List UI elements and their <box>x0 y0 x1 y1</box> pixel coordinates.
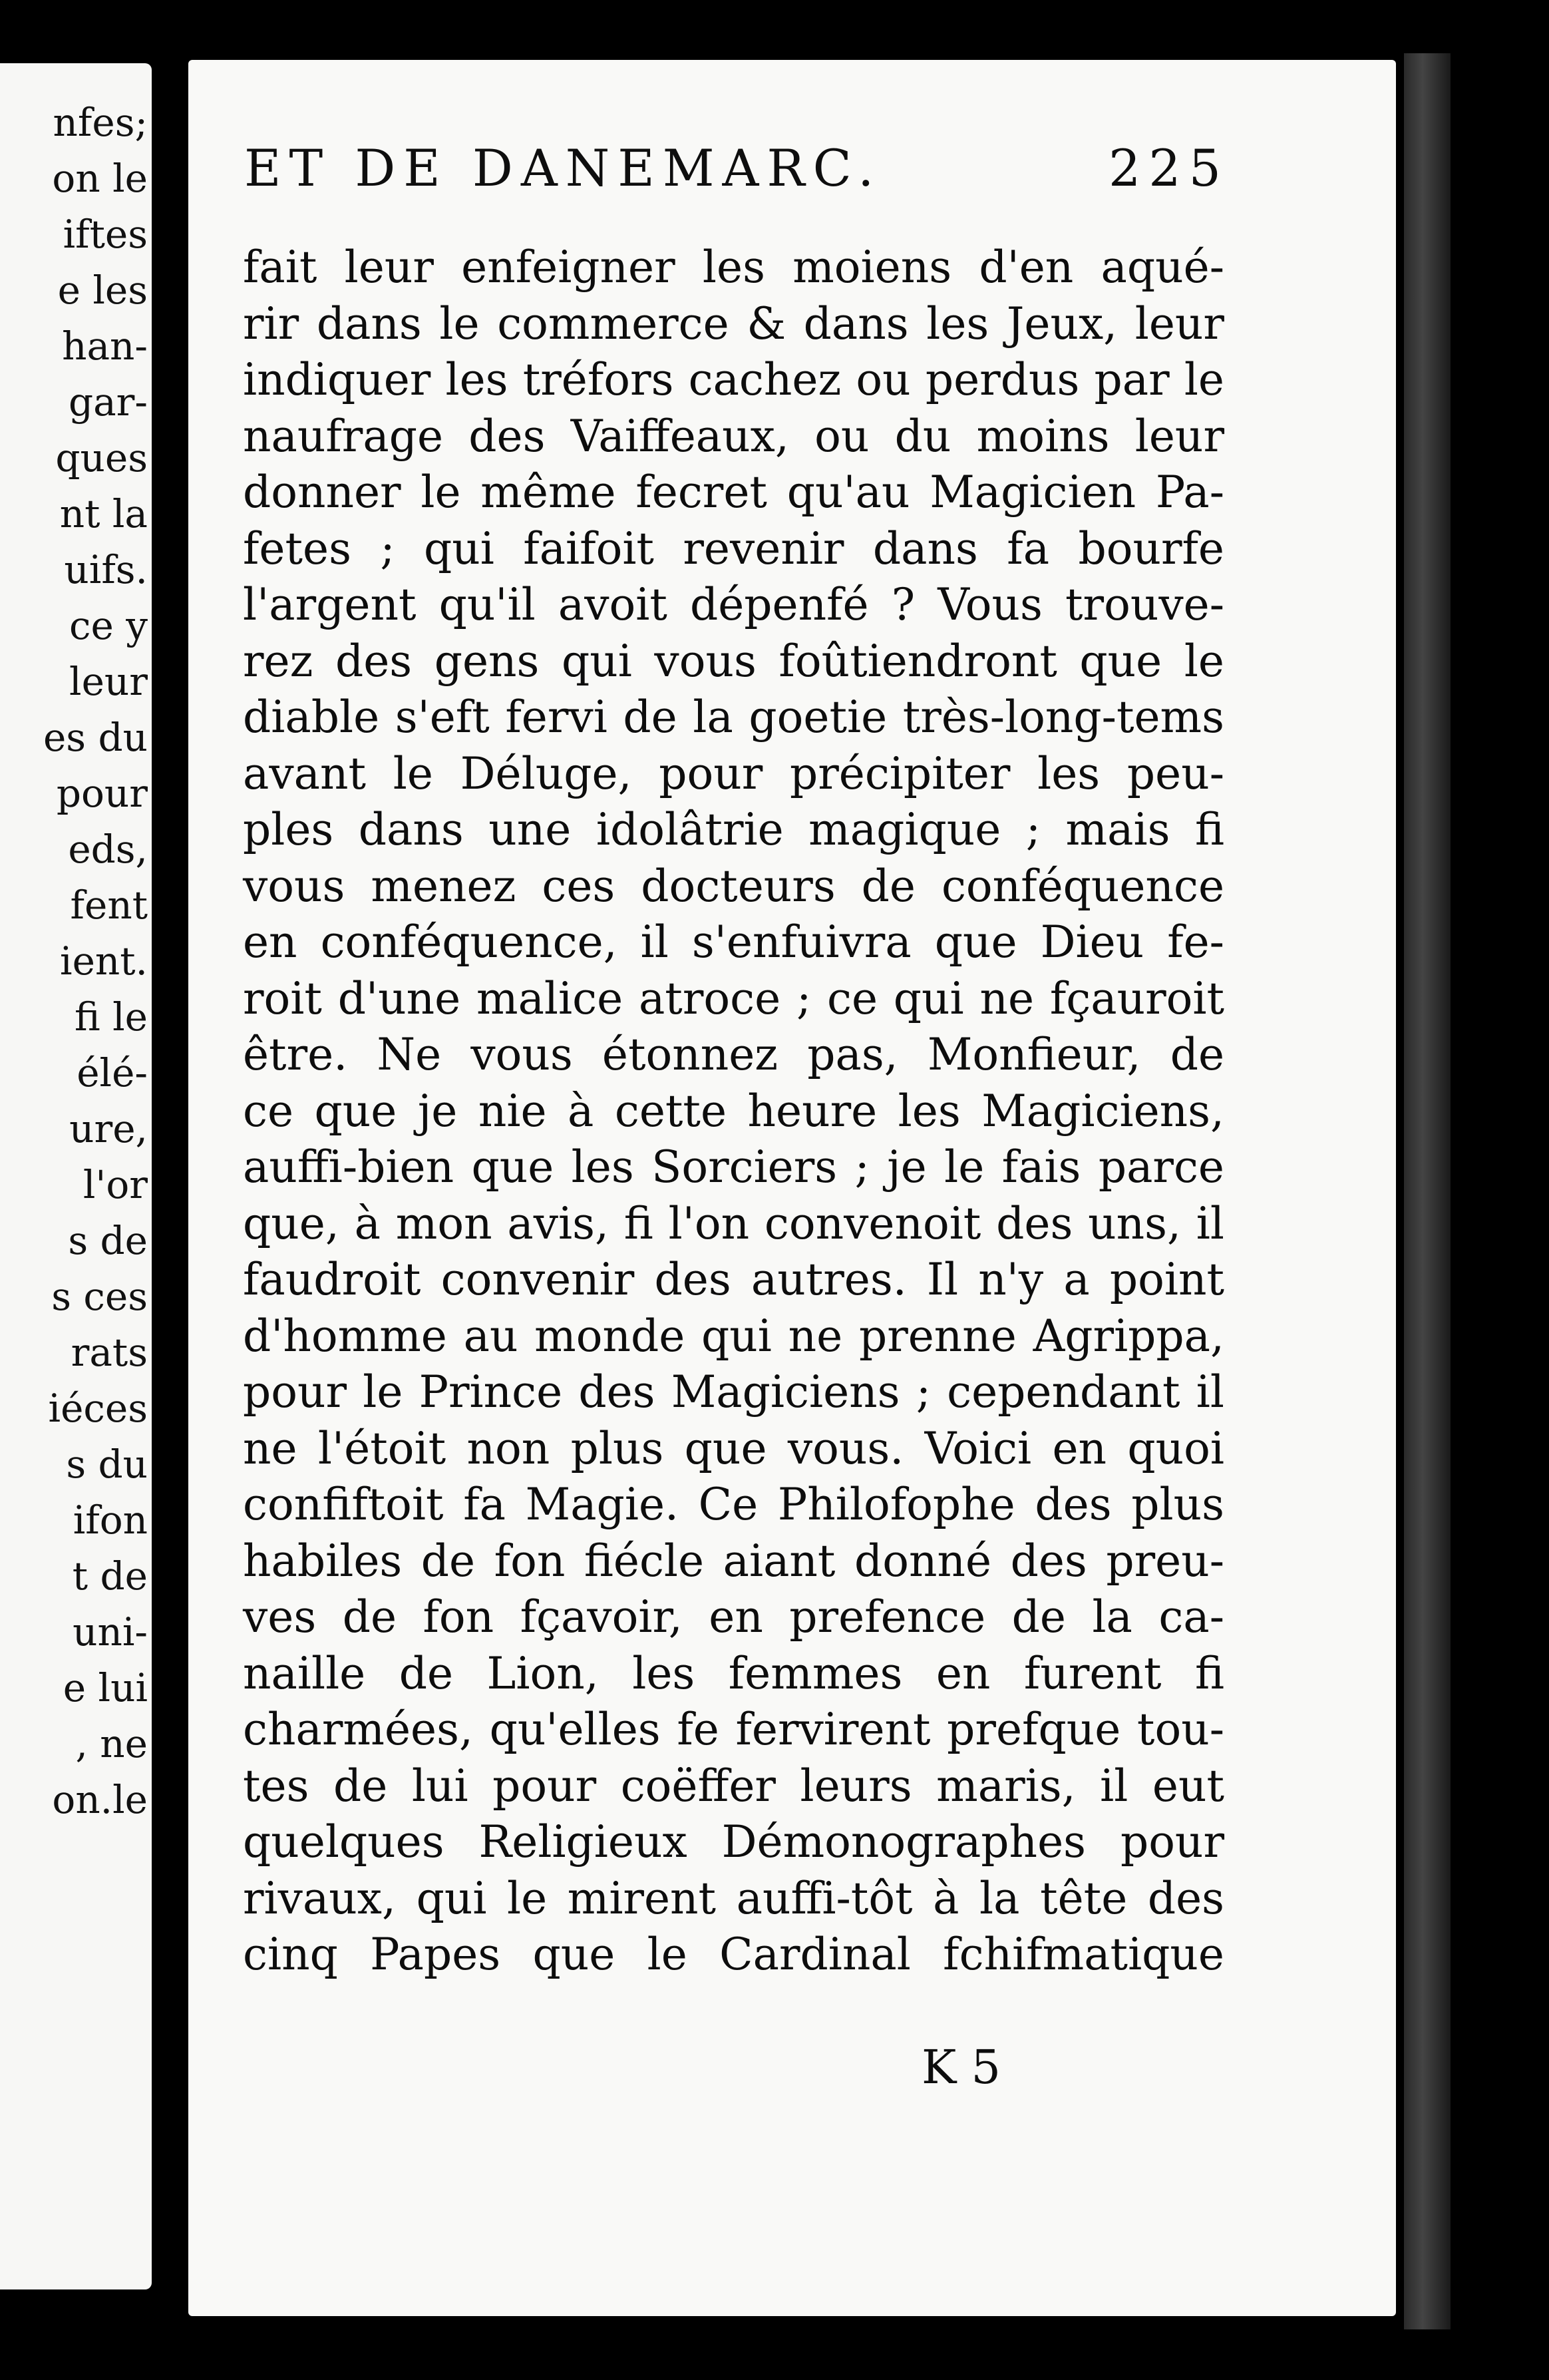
left-page-line: gar- <box>68 379 148 425</box>
left-page-line: iéces <box>48 1386 148 1431</box>
text-line: ne l'étoit non plus que vous. Voici en quoi <box>243 1423 1224 1474</box>
text-line: en conféquence, il s'enfuivra que Dieu fe- <box>243 916 1224 968</box>
text-line: indiquer les tréfors cachez ou perdus par le <box>243 354 1224 405</box>
left-page-line: fi le <box>75 994 148 1040</box>
text-line: cinq Papes que le Cardinal fchifmatique <box>243 1929 1224 1980</box>
left-page-line: pour <box>56 771 148 816</box>
left-page-line: s de <box>68 1218 148 1263</box>
text-line: quelques Religieux Démonographes pour <box>243 1816 1224 1868</box>
left-page-line: fent <box>70 883 148 928</box>
signature-mark: K 5 <box>922 2040 1001 2094</box>
left-page-line: han- <box>62 323 148 369</box>
left-page-line: leur <box>69 659 148 704</box>
left-page-line: rats <box>71 1330 148 1375</box>
left-page-line: l'or <box>83 1162 148 1207</box>
text-line: tes de lui pour coëffer leurs maris, il eut <box>243 1760 1224 1812</box>
left-page-line: ure, <box>69 1106 148 1151</box>
text-line: fait leur enfeigner les moiens d'en aqué- <box>243 242 1224 293</box>
page-header <box>244 138 1229 205</box>
text-line: rivaux, qui le mirent auffi-tôt à la tête des <box>243 1873 1224 1924</box>
left-page-line: on.le <box>52 1777 148 1822</box>
left-page-line: nfes; <box>53 100 148 145</box>
text-line: diable s'eft fervi de la goetie très-long-tems <box>243 692 1224 743</box>
left-page-line: e les <box>57 268 148 313</box>
text-line: ves de fon fçavoir, en prefence de la ca- <box>243 1591 1224 1643</box>
left-page-line: t de <box>72 1553 148 1599</box>
left-page-fragment <box>0 63 152 2289</box>
left-page-line: élé- <box>77 1050 148 1095</box>
left-page-line: eds, <box>68 827 148 872</box>
page-number: 225 <box>1108 138 1229 198</box>
left-page-line: on le <box>52 156 148 201</box>
left-page-line: uni- <box>73 1609 148 1655</box>
text-line: l'argent qu'il avoit dépenfé ? Vous trouve- <box>243 579 1224 630</box>
left-page-line: , ne <box>75 1721 148 1766</box>
text-line: ples dans une idolâtrie magique ; mais fi <box>243 804 1224 855</box>
text-line: habiles de fon fiécle aiant donné des preu- <box>243 1535 1224 1587</box>
text-line: naille de Lion, les femmes en furent fi <box>243 1648 1224 1699</box>
text-line: faudroit convenir des autres. Il n'y a point <box>243 1254 1224 1305</box>
text-line: fetes ; qui faifoit revenir dans fa bourfe <box>243 523 1224 574</box>
text-line: charmées, qu'elles fe fervirent prefque tou- <box>243 1704 1224 1755</box>
text-line: ce que je nie à cette heure les Magiciens, <box>243 1086 1224 1137</box>
left-page-line: ient. <box>60 938 148 984</box>
text-line: donner le même fecret qu'au Magicien Pa- <box>243 467 1224 518</box>
left-page-line: s du <box>66 1442 148 1487</box>
left-page-line: s ces <box>51 1274 148 1319</box>
left-page-line: nt la <box>59 491 148 536</box>
left-page-line: uifs. <box>64 547 148 592</box>
text-line: rir dans le commerce & dans les Jeux, leur <box>243 298 1224 349</box>
text-line: être. Ne vous étonnez pas, Monfieur, de <box>243 1029 1224 1080</box>
text-line: auffi-bien que les Sorciers ; je le fais parce <box>243 1141 1224 1193</box>
left-page-line: e lui <box>63 1665 148 1710</box>
text-line: rez des gens qui vous foûtiendront que le <box>243 636 1224 687</box>
text-line: confiftoit fa Magie. Ce Philofophe des plus <box>243 1479 1224 1530</box>
text-line: roit d'une malice atroce ; ce qui ne fçauroit <box>243 973 1224 1024</box>
left-page-line: ce y <box>69 603 148 648</box>
text-line: avant le Déluge, pour précipiter les peu- <box>243 748 1224 799</box>
left-page-line: iftes <box>63 212 148 257</box>
text-line: naufrage des Vaiffeaux, ou du moins leur <box>243 411 1224 462</box>
left-page-line: ifon <box>73 1497 148 1543</box>
text-line: vous menez ces docteurs de conféquence <box>243 861 1224 912</box>
left-page-line: ques <box>55 435 148 481</box>
text-line: d'homme au monde qui ne prenne Agrippa, <box>243 1310 1224 1362</box>
page-edge-shadow <box>1404 53 1451 2329</box>
text-line: pour le Prince des Magiciens ; cependant il <box>243 1366 1224 1418</box>
text-line: que, à mon avis, fi l'on convenoit des uns, il <box>243 1198 1224 1249</box>
left-page-line: es du <box>43 715 148 760</box>
running-head: ET DE DANEMARC. <box>244 138 882 198</box>
